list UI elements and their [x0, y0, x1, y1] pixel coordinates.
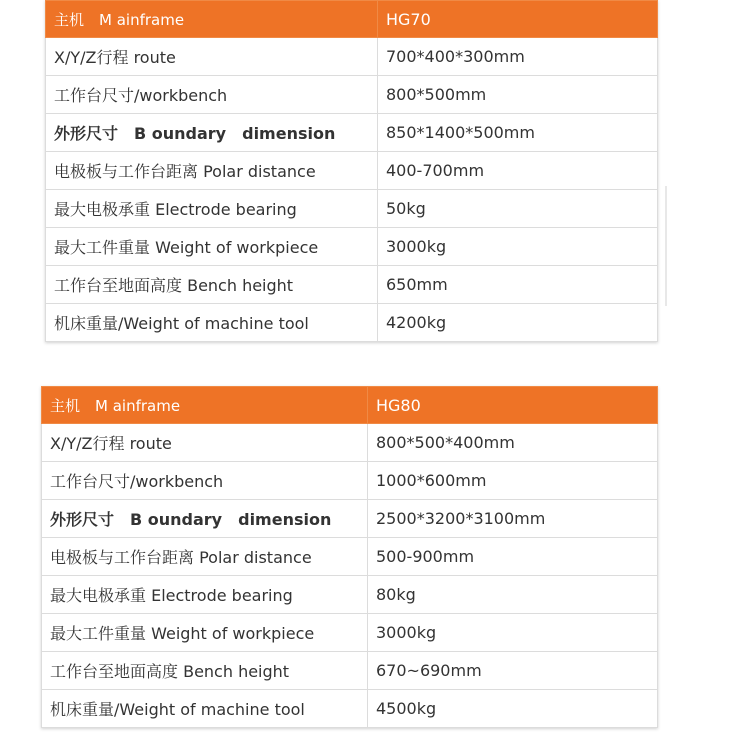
- model-name: HG70: [378, 1, 658, 38]
- spec-value: 4500kg: [368, 690, 658, 728]
- spec-label: 电极板与工作台距离 Polar distance: [42, 538, 368, 576]
- spec-value: 800*500*400mm: [368, 424, 658, 462]
- spec-label: 工作台至地面高度 Bench height: [46, 266, 378, 304]
- spec-label: 工作台至地面高度 Bench height: [42, 652, 368, 690]
- spec-value: 400-700mm: [378, 152, 658, 190]
- table-row: [46, 304, 658, 342]
- spec-value: 3000kg: [378, 228, 658, 266]
- spec-value: 850*1400*500mm: [378, 114, 658, 152]
- spec-label: 外形尺寸 B oundary dimension: [46, 114, 378, 152]
- spec-label: 机床重量/Weight of machine tool: [46, 304, 378, 342]
- spec-value: 800*500mm: [378, 76, 658, 114]
- spec-value: 700*400*300mm: [378, 38, 658, 76]
- spec-value: 50kg: [378, 190, 658, 228]
- header-label: 主机 M ainframe: [42, 387, 368, 424]
- edge-divider: [665, 186, 667, 306]
- table-header-row: [46, 1, 658, 38]
- table-row: [46, 76, 658, 114]
- spec-label: 外形尺寸 B oundary dimension: [42, 500, 368, 538]
- spec-value: 2500*3200*3100mm: [368, 500, 658, 538]
- spec-label: 机床重量/Weight of machine tool: [42, 690, 368, 728]
- spec-value: 670~690mm: [368, 652, 658, 690]
- table-row: [46, 228, 658, 266]
- spec-label: 工作台尺寸/workbench: [42, 462, 368, 500]
- spec-label: 最大电极承重 Electrode bearing: [42, 576, 368, 614]
- model-name: HG80: [368, 387, 658, 424]
- table-row: [42, 462, 658, 500]
- spec-value: 4200kg: [378, 304, 658, 342]
- table-row: [46, 114, 658, 152]
- table-header-row: [42, 387, 658, 424]
- table-row: [42, 576, 658, 614]
- table-row: [42, 538, 658, 576]
- spec-value: 3000kg: [368, 614, 658, 652]
- spec-table-hg80: [41, 386, 658, 728]
- spec-label: X/Y/Z行程 route: [46, 38, 378, 76]
- table-row: [42, 614, 658, 652]
- table-row: [46, 38, 658, 76]
- table-row: [46, 152, 658, 190]
- spec-label: 电极板与工作台距离 Polar distance: [46, 152, 378, 190]
- spec-value: 650mm: [378, 266, 658, 304]
- table-row: [42, 424, 658, 462]
- spec-value: 80kg: [368, 576, 658, 614]
- spec-label: 最大工件重量 Weight of workpiece: [42, 614, 368, 652]
- header-label: 主机 M ainframe: [46, 1, 378, 38]
- table-row: [42, 500, 658, 538]
- spec-label: 工作台尺寸/workbench: [46, 76, 378, 114]
- table-row: [46, 266, 658, 304]
- spec-value: 500-900mm: [368, 538, 658, 576]
- table-row: [42, 652, 658, 690]
- spec-label: 最大工件重量 Weight of workpiece: [46, 228, 378, 266]
- spec-value: 1000*600mm: [368, 462, 658, 500]
- spec-label: X/Y/Z行程 route: [42, 424, 368, 462]
- table-row: [42, 690, 658, 728]
- table-row: [46, 190, 658, 228]
- spec-label: 最大电极承重 Electrode bearing: [46, 190, 378, 228]
- spec-table-hg70: [45, 0, 658, 342]
